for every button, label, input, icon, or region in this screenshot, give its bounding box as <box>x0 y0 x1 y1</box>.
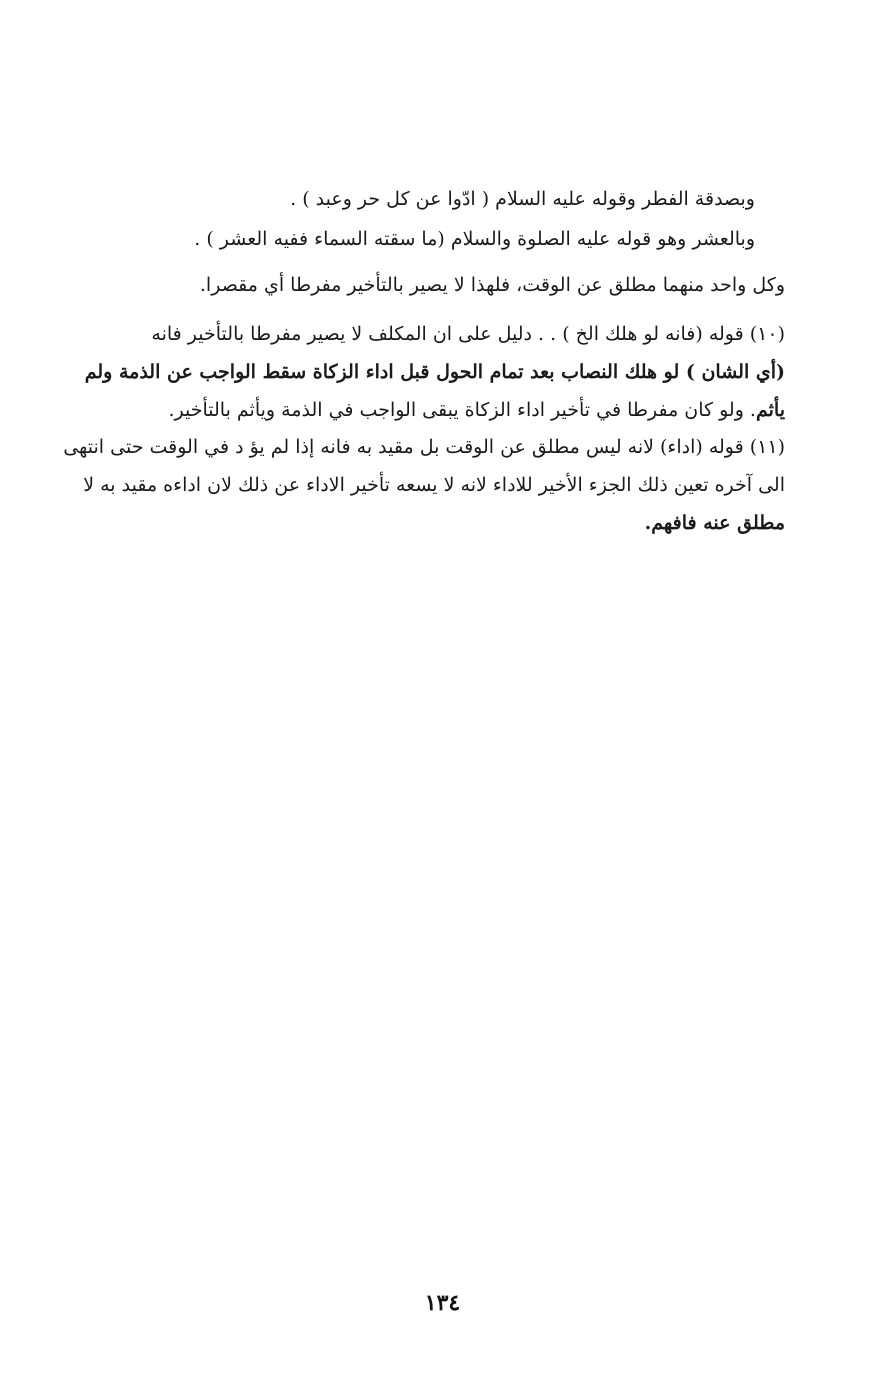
text-line <box>95 391 785 429</box>
text-line-bold: (أي الشان ) لو هلك النصاب بعد تمام الحول قبل اداء الزكاة سقط الواجب عن الذمة ولم <box>84 361 785 383</box>
text-line-bold: مطلق عنه فافهم. <box>644 512 785 534</box>
text-run: . ولو كان مفرطا في تأخير اداء الزكاة يبقى الواجب في الذمة ويأثم بالتأخير. <box>168 399 756 421</box>
text-line: (١٠) قوله (فانه لو هلك الخ ) . . دليل على ان المكلف لا يصير مفرطا بالتأخير فانه <box>151 323 785 345</box>
page-number: ١٣٤ <box>424 1290 461 1316</box>
text-line: الى آخره تعين ذلك الجزء الأخير للاداء لانه لا يسعه تأخير الاداء عن ذلك لان اداءه مقيد به لا <box>83 474 785 496</box>
text-line: وبصدقة الفطر وقوله عليه السلام ( ادّوا عن كل حر وعبد ) . <box>290 188 755 210</box>
text-line: وبالعشر وهو قوله عليه الصلوة والسلام (ما سقته السماء ففيه العشر ) . <box>194 228 755 250</box>
paragraph-note-11 <box>63 428 785 542</box>
text-line: (١١) قوله (اداء) لانه ليس مطلق عن الوقت بل مقيد به فانه إذا لم يؤ د في الوقت حتى انتهى <box>63 436 785 458</box>
paragraph-note-10 <box>84 315 785 429</box>
text-line: وكل واحد منهما مطلق عن الوقت، فلهذا لا يصير بالتأخير مفرطا أي مقصرا. <box>199 274 785 296</box>
bold-word: يأثم <box>755 399 785 421</box>
paragraph-zakat-fitr <box>95 180 785 304</box>
